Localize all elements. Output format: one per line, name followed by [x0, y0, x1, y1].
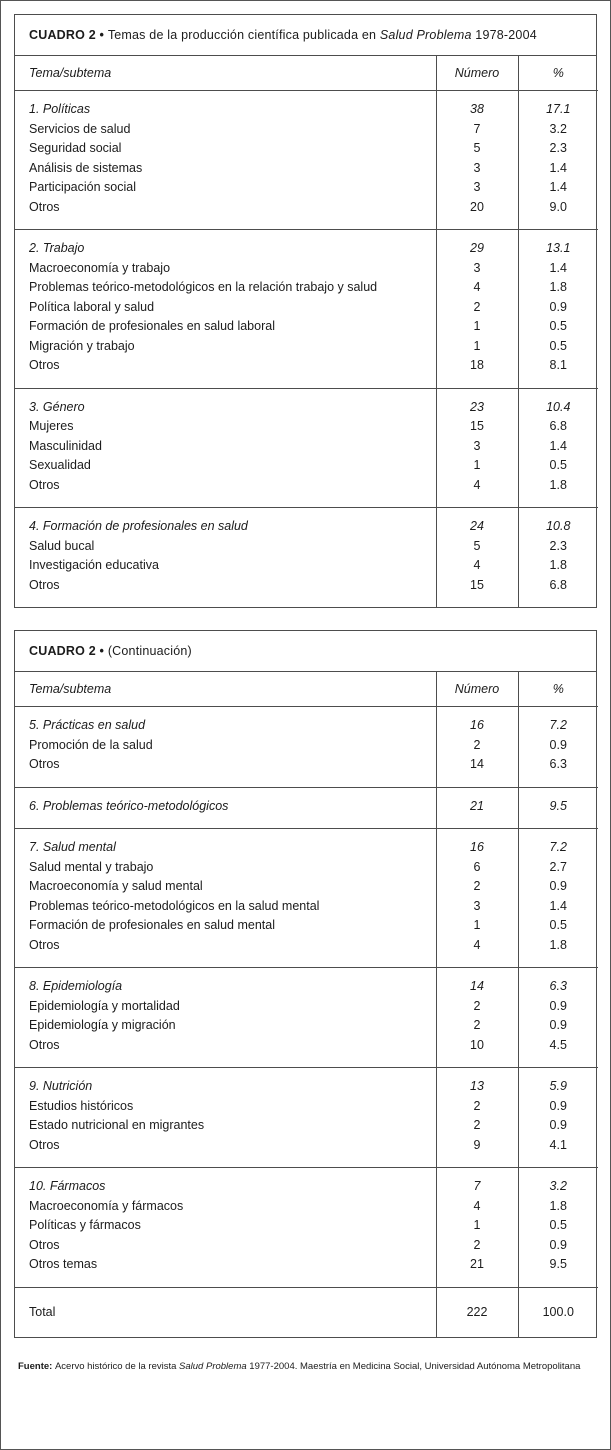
pct-cell: 6.3	[518, 968, 598, 997]
subtopic-row	[15, 997, 598, 1017]
topic-group	[15, 1068, 598, 1168]
tema-cell: Mujeres	[29, 419, 74, 433]
tema-cell: Formación de profesionales en salud laboral	[29, 319, 275, 333]
topic-head-row	[15, 707, 598, 736]
tema-cell: Promoción de la salud	[29, 737, 153, 752]
subtopic-row	[15, 576, 598, 608]
tema-cell: Macroeconomía y salud mental	[29, 879, 203, 893]
numero-cell: 29	[436, 230, 518, 259]
tema-cell: Otros	[29, 1137, 60, 1152]
subtopic-row	[15, 317, 598, 337]
col-header-numero: Número	[436, 672, 518, 707]
col-header-pct: %	[518, 672, 598, 707]
pct-cell: 0.5	[518, 916, 598, 936]
topic-head-row	[15, 787, 598, 829]
tema-cell: Otros temas	[29, 1257, 98, 1271]
numero-cell: 1	[436, 916, 518, 936]
col-header-pct: %	[518, 56, 598, 91]
pct-cell: 2.7	[518, 858, 598, 878]
tema-cell: Política laboral y salud	[29, 299, 155, 314]
pct-cell: 0.9	[518, 1097, 598, 1117]
subtopic-row	[15, 1236, 598, 1256]
source-note	[14, 1360, 597, 1373]
numero-cell: 4	[436, 936, 518, 968]
tema-cell: 10. Fármacos	[29, 1179, 106, 1193]
subtopic-row	[15, 1197, 598, 1217]
tema-cell: Problemas teórico-metodológicos en la salud mental	[29, 898, 320, 913]
topic-group	[15, 968, 598, 1068]
subtopic-row	[15, 456, 598, 476]
topic-group	[15, 388, 598, 508]
table-title-text: Temas de la producción científica publicada en	[107, 28, 380, 42]
tema-cell: Seguridad social	[29, 141, 122, 155]
pct-cell: 1.8	[518, 476, 598, 508]
pct-cell: 1.8	[518, 936, 598, 968]
table-head	[15, 672, 598, 707]
tema-cell: Masculinidad	[29, 438, 102, 453]
pct-cell: 0.9	[518, 1016, 598, 1036]
subtopic-row	[15, 356, 598, 388]
subtopic-row	[15, 198, 598, 230]
tema-cell: Migración y trabajo	[29, 338, 135, 353]
numero-cell: 5	[436, 537, 518, 557]
subtopic-row	[15, 178, 598, 198]
tema-cell: Otros	[29, 1237, 60, 1252]
tema-cell: Otros	[29, 199, 60, 214]
topic-group	[15, 787, 598, 829]
numero-cell: 23	[436, 388, 518, 417]
tema-cell: Epidemiología y mortalidad	[29, 998, 180, 1013]
numero-cell: 3	[436, 159, 518, 179]
tema-cell: Políticas y fármacos	[29, 1218, 141, 1232]
subtopic-row	[15, 476, 598, 508]
table-title-years: 1978-2004	[471, 28, 537, 42]
col-header-tema: Tema/subtema	[15, 56, 436, 91]
table-head	[15, 56, 598, 91]
tema-cell: Otros	[29, 577, 60, 592]
pct-cell: 4.5	[518, 1036, 598, 1068]
numero-cell: 3	[436, 259, 518, 279]
tema-cell: Estado nutricional en migrantes	[29, 1118, 205, 1132]
topic-group	[15, 91, 598, 230]
source-label: Fuente:	[18, 1361, 55, 1372]
numero-cell: 4	[436, 476, 518, 508]
tema-cell: 3. Género	[29, 399, 85, 414]
numero-cell: 14	[436, 968, 518, 997]
pct-cell: 5.9	[518, 1068, 598, 1097]
tema-cell: Salud mental y trabajo	[29, 859, 154, 874]
tema-cell: Sexualidad	[29, 458, 91, 472]
numero-cell: 3	[436, 178, 518, 198]
numero-cell: 21	[436, 787, 518, 829]
journal-name: Salud Problema	[179, 1361, 247, 1372]
pct-cell: 10.4	[518, 388, 598, 417]
col-header-numero: Número	[436, 56, 518, 91]
topic-group	[15, 230, 598, 389]
tema-cell: Estudios históricos	[29, 1098, 134, 1113]
tema-cell: 6. Problemas teórico-metodológicos	[29, 798, 229, 813]
tema-cell: Otros	[29, 477, 60, 492]
pct-cell: 0.5	[518, 456, 598, 476]
table-title	[15, 15, 596, 56]
pct-cell: 0.9	[518, 736, 598, 756]
pct-cell: 1.4	[518, 897, 598, 917]
data-table	[15, 56, 598, 607]
numero-cell: 24	[436, 508, 518, 537]
table-title-continuation	[15, 631, 596, 672]
numero-cell: 2	[436, 877, 518, 897]
numero-cell: 1	[436, 456, 518, 476]
numero-cell: 3	[436, 897, 518, 917]
pct-cell: 9.5	[518, 787, 598, 829]
topic-group	[15, 1168, 598, 1288]
subtopic-row	[15, 120, 598, 140]
topic-head-row	[15, 508, 598, 537]
tema-cell: Formación de profesionales en salud mental	[29, 918, 275, 932]
subtopic-row	[15, 159, 598, 179]
subtopic-row	[15, 259, 598, 279]
numero-cell: 7	[436, 1168, 518, 1197]
pct-cell: 9.0	[518, 198, 598, 230]
numero-cell: 4	[436, 556, 518, 576]
numero-cell: 9	[436, 1136, 518, 1168]
journal-name: Salud Problema	[379, 28, 472, 42]
pct-cell: 7.2	[518, 707, 598, 736]
numero-cell: 1	[436, 337, 518, 357]
data-table	[15, 672, 598, 1337]
numero-cell: 2	[436, 997, 518, 1017]
numero-cell: 14	[436, 755, 518, 787]
topic-head-row	[15, 230, 598, 259]
pct-cell: 3.2	[518, 120, 598, 140]
pct-cell: 2.3	[518, 139, 598, 159]
tema-cell: 4. Formación de profesionales en salud	[29, 519, 248, 533]
tema-cell: Otros	[29, 757, 60, 771]
subtopic-row	[15, 417, 598, 437]
source-text: 1977-2004. Maestría en Medicina Social, Universidad Autónoma Metropolitana	[246, 1361, 581, 1372]
tema-cell: 9. Nutrición	[29, 1079, 93, 1093]
tema-cell: Total	[29, 1304, 56, 1319]
pct-cell: 3.2	[518, 1168, 598, 1197]
subtopic-row	[15, 1136, 598, 1168]
subtopic-row	[15, 437, 598, 457]
numero-cell: 2	[436, 1097, 518, 1117]
subtopic-row	[15, 537, 598, 557]
tema-cell: 8. Epidemiología	[29, 979, 123, 993]
subtopic-row	[15, 736, 598, 756]
numero-cell: 38	[436, 91, 518, 120]
pct-cell: 1.8	[518, 556, 598, 576]
numero-cell: 6	[436, 858, 518, 878]
header-row	[15, 672, 598, 707]
topic-head-row	[15, 91, 598, 120]
tema-cell: 2. Trabajo	[29, 241, 85, 255]
tema-cell: Participación social	[29, 180, 136, 194]
numero-cell: 1	[436, 317, 518, 337]
pct-cell: 13.1	[518, 230, 598, 259]
subtopic-row	[15, 556, 598, 576]
table-title-text: (Continuación)	[107, 644, 192, 658]
numero-cell: 15	[436, 576, 518, 608]
pct-cell: 6.3	[518, 755, 598, 787]
subtopic-row	[15, 877, 598, 897]
numero-cell: 2	[436, 736, 518, 756]
pct-cell: 2.3	[518, 537, 598, 557]
pct-cell: 6.8	[518, 576, 598, 608]
numero-cell: 2	[436, 298, 518, 318]
pct-cell: 100.0	[518, 1287, 598, 1337]
tema-cell: Problemas teórico-metodológicos en la relación trabajo y salud	[29, 280, 378, 294]
tema-cell: Otros	[29, 358, 60, 372]
topic-group	[15, 707, 598, 788]
pct-cell: 0.9	[518, 877, 598, 897]
source-text: Acervo histórico de la revista	[54, 1361, 180, 1372]
numero-cell: 20	[436, 198, 518, 230]
pct-cell: 0.9	[518, 1236, 598, 1256]
numero-cell: 4	[436, 278, 518, 298]
numero-cell: 16	[436, 829, 518, 858]
table-label: CUADRO 2 •	[29, 644, 108, 658]
pct-cell: 1.8	[518, 1197, 598, 1217]
subtopic-row	[15, 298, 598, 318]
pct-cell: 1.4	[518, 437, 598, 457]
pct-cell: 9.5	[518, 1255, 598, 1287]
numero-cell: 10	[436, 1036, 518, 1068]
tema-cell: 1. Políticas	[29, 102, 91, 116]
topic-head-row	[15, 968, 598, 997]
tema-cell: Salud bucal	[29, 538, 95, 553]
subtopic-row	[15, 936, 598, 968]
pct-cell: 0.5	[518, 1216, 598, 1236]
cuadro2-part1	[14, 14, 597, 608]
pct-cell: 4.1	[518, 1136, 598, 1168]
subtopic-row	[15, 1036, 598, 1068]
pct-cell: 1.8	[518, 278, 598, 298]
table-label: CUADRO 2 •	[29, 28, 108, 42]
col-header-tema: Tema/subtema	[15, 672, 436, 707]
numero-cell: 16	[436, 707, 518, 736]
topic-head-row	[15, 1168, 598, 1197]
pct-cell: 0.9	[518, 997, 598, 1017]
numero-cell: 2	[436, 1116, 518, 1136]
subtopic-row	[15, 278, 598, 298]
pct-cell: 0.5	[518, 337, 598, 357]
numero-cell: 2	[436, 1236, 518, 1256]
pct-cell: 1.4	[518, 259, 598, 279]
tema-cell: Otros	[29, 1037, 60, 1052]
numero-cell: 18	[436, 356, 518, 388]
tema-cell: Otros	[29, 937, 60, 952]
pct-cell: 1.4	[518, 159, 598, 179]
tema-cell: Análisis de sistemas	[29, 160, 143, 175]
total-section	[15, 1287, 598, 1337]
total-row	[15, 1287, 598, 1337]
subtopic-row	[15, 1116, 598, 1136]
tema-cell: 7. Salud mental	[29, 840, 116, 854]
header-row	[15, 56, 598, 91]
pct-cell: 0.9	[518, 298, 598, 318]
numero-cell: 15	[436, 417, 518, 437]
numero-cell: 5	[436, 139, 518, 159]
tema-cell: Investigación educativa	[29, 558, 159, 572]
tema-cell: Macroeconomía y trabajo	[29, 260, 171, 275]
topic-head-row	[15, 829, 598, 858]
subtopic-row	[15, 139, 598, 159]
subtopic-row	[15, 337, 598, 357]
tema-cell: Macroeconomía y fármacos	[29, 1198, 184, 1213]
topic-group	[15, 508, 598, 608]
tema-cell: Servicios de salud	[29, 121, 131, 136]
numero-cell: 1	[436, 1216, 518, 1236]
pct-cell: 7.2	[518, 829, 598, 858]
topic-head-row	[15, 1068, 598, 1097]
numero-cell: 13	[436, 1068, 518, 1097]
pct-cell: 8.1	[518, 356, 598, 388]
subtopic-row	[15, 1016, 598, 1036]
pct-cell: 10.8	[518, 508, 598, 537]
pct-cell: 1.4	[518, 178, 598, 198]
numero-cell: 222	[436, 1287, 518, 1337]
numero-cell: 3	[436, 437, 518, 457]
pct-cell: 0.9	[518, 1116, 598, 1136]
subtopic-row	[15, 1255, 598, 1287]
subtopic-row	[15, 1097, 598, 1117]
subtopic-row	[15, 1216, 598, 1236]
topic-group	[15, 829, 598, 968]
subtopic-row	[15, 755, 598, 787]
numero-cell: 4	[436, 1197, 518, 1217]
cuadro2-part2	[14, 630, 597, 1338]
topic-head-row	[15, 388, 598, 417]
pct-cell: 6.8	[518, 417, 598, 437]
numero-cell: 2	[436, 1016, 518, 1036]
subtopic-row	[15, 858, 598, 878]
pct-cell: 0.5	[518, 317, 598, 337]
subtopic-row	[15, 916, 598, 936]
subtopic-row	[15, 897, 598, 917]
tema-cell: Epidemiología y migración	[29, 1018, 176, 1032]
pct-cell: 17.1	[518, 91, 598, 120]
tema-cell: 5. Prácticas en salud	[29, 718, 146, 732]
numero-cell: 7	[436, 120, 518, 140]
numero-cell: 21	[436, 1255, 518, 1287]
